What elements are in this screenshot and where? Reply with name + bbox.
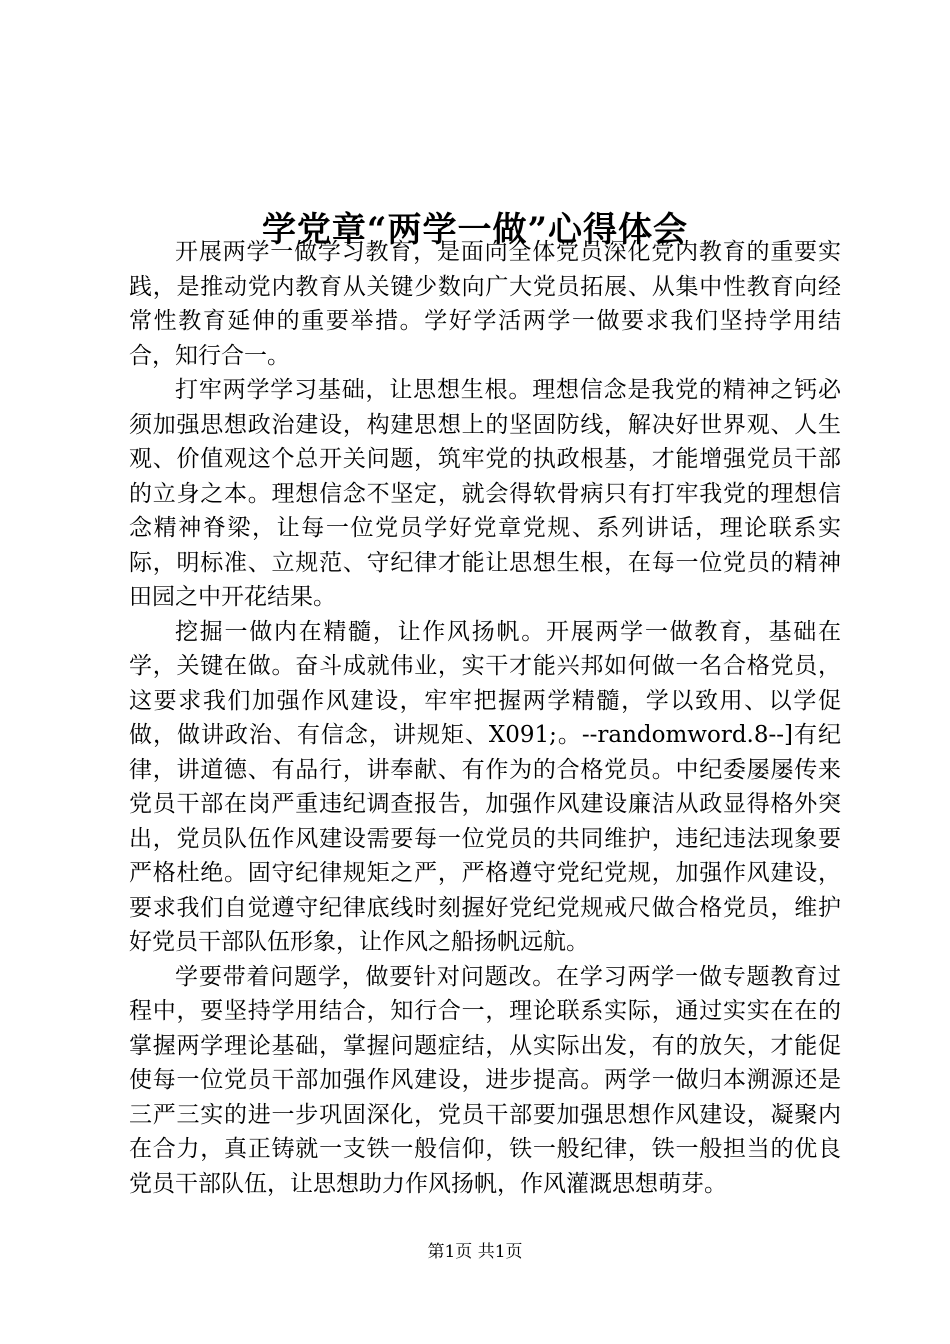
paragraph-2: 打牢两学学习基础，让思想生根。理想信念是我党的精神之钙必须加强思想政治建设，构建思想上的坚固防线，解决好世界观、人生观、价值观这个总开关问题，筑牢党的执政根基，才能增强党员干部的立身之本。理想信念不坚定，就会得软骨病只有打牢我党的理想信念精神脊梁，让每一位党员学好党章党规、系列讲话，理论联系实际，明标准、立规范、守纪律才能让思想生根，在每一位党员的精神田园之中开花结果。: [129, 377, 841, 610]
document-body: [129, 235, 841, 1201]
paragraph-4: 学要带着问题学，做要针对问题改。在学习两学一做专题教育过程中，要坚持学用结合，知行合一，理论联系实际，通过实实在在的掌握两学理论基础，掌握问题症结，从实际出发，有的放矢，才能促使每一位党员干部加强作风建设，进步提高。两学一做归本溯源还是三严三实的进一步巩固深化，党员干部要加强思想作风建设，凝聚内在合力，真正铸就一支铁一般信仰，铁一般纪律，铁一般担当的优良党员干部队伍，让思想助力作风扬帆，作风灌溉思想萌芽。: [129, 963, 841, 1197]
page-footer: 第1页 共1页: [427, 1242, 523, 1262]
paragraph-3: 挖掘一做内在精髓，让作风扬帆。开展两学一做教育，基础在学，关键在做。奋斗成就伟业，实干才能兴邦如何做一名合格党员，这要求我们加强作风建设，牢牢把握两学精髓，学以致用、以学促做，做讲政治、有信念，讲规矩、X091;。--randomword.8--]有纪律，讲道德、有品行，讲奉献、有作为的合格党员。中纪委屡屡传来党员干部在岗严重违纪调查报告，加强作风建设廉洁从政显得格外突出，党员队伍作风建设需要每一位党员的共同维护，违纪违法现象要严格杜绝。固守纪律规矩之严，严格遵守党纪党规，加强作风建设，要求我们自觉遵守纪律底线时刻握好党纪党规戒尺做合格党员，维护好党员干部队伍形象，让作风之船扬帆远航。: [129, 618, 841, 955]
document-title: 学党章“两学一做”心得体会: [261, 209, 689, 250]
paragraph-1: 开展两学一做学习教育，是面向全体党员深化党内教育的重要实践，是推动党内教育从关键少数向广大党员拓展、从集中性教育向经常性教育延伸的重要举措。学好学活两学一做要求我们坚持学用结合，知行合一。: [129, 239, 841, 369]
